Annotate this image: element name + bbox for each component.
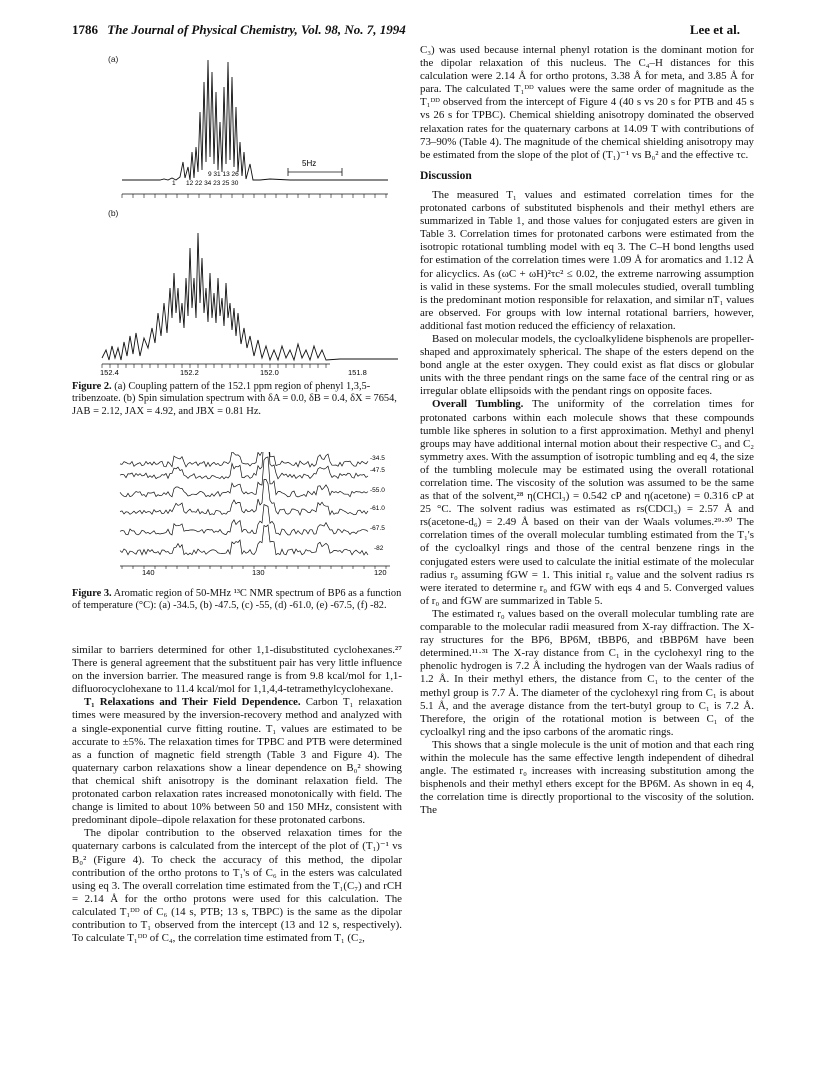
figure-3-trace (120, 479, 368, 515)
axis-tick-label: 130 (252, 568, 265, 577)
figure-2a-spectrum (120, 52, 390, 202)
paragraph: similar to barriers determined for other 1,1-disubstituted cyclohexanes.²⁷ There is general agreement that the substituent pair has very little influence on the inversion barrier. The measured range is from 9.8 kcal/mol for 1,1-difluorocyclohexane to 11.4 kcal/mol for 1,1,4,4-tetramethylcyclohexane. (72, 644, 402, 696)
temperature-label: -61.0 (370, 505, 385, 512)
figure-2b-trace (102, 233, 398, 360)
paragraph: The estimated r₀ values based on the overall molecular tumbling rate are comparable to the molecular radii measured from X-ray diffraction. The X-ray structures for the BP6, BP6M, tBBP6, and tBBP6M have been determined.¹¹·³¹ The X-ray distance from C₁ in the cyclohexyl ring to the phenolic hydrogen is 7.2 Å including the hydrogen van der Waals radius of 1.2 Å. In their methyl ethers, the distance from C₁ to the center of the methyl group is 7.7 Å. The diameter of the cyclohexyl ring from C₁ is about 5.1 Å, and the average distance from the tert-butyl group to C₁ is 7.2 Å. Therefore, the origin of the rotational motion is between C₁ of the cycloalkyl ring and the ipso carbons of the aromatic rings. (420, 607, 754, 738)
paragraph: The measured T₁ values and estimated correlation times for the protonated carbons of substituted bisphenols and their methyl ethers are summarized in Table 1, and those values for conjugated esters are given in Table 3. Correlation times for protonated carbons were estimated from the isotropic rotational tumbling model with eq 3. The C–H bond lengths used for estimation of the correlation times were 1.09 Å for aromatics and 1.12 Å for alicyclics. As (ωC + ωH)²τc² ≤ 0.02, the extreme narrowing assumption is valid in these systems. For the small molecules studied, overall tumbling is the predominant motion responsible for relaxation, and similar nT₁ values are observed. For groups with low internal rotational barriers, however, additional fast motion reduced the efficiency of relaxation. (420, 188, 754, 332)
figure-2a-trace (122, 60, 388, 180)
peak-label-left: 1 (172, 180, 176, 187)
figure-2-caption-text: (a) Coupling pattern of the 152.1 ppm region of phenyl 1,3,5-tribenzoate. (b) Spin simulation spectrum with δA = 0.0, δB = 0.4, δX = 7654, JAB = 2.12, JAX = 4.92, and JBX = 0.81 Hz. (72, 381, 397, 417)
figure-3-caption-label: Figure 3. (72, 588, 112, 599)
section-subheading: Overall Tumbling. (432, 398, 524, 411)
figure-2b-spectrum (100, 218, 400, 378)
paragraph: C₃) was used because internal phenyl rotation is the dominant motion for the dipolar relaxation of this nucleus. The C₄–H distances for this calculation were 2.14 Å for ortho protons, 3.38 Å for meta, and 3.85 Å for para. The calculated T₁ᴰᴰ values were the same order of magnitude as the T₁ᴰᴰ observed from the intercept of Figure 4 (40 s vs 20 s for PTB and 45 s vs 26 s for TPBC). Chemical shielding anisotropy dominated the observed relaxation rates for the quaternary carbons at 14.09 T with contributions of 73–90% (Table 4). The magnitude of the chemical shielding anisotropy may be estimated from the slope of the plot of (T₁)⁻¹ vs B₀² and the effective τc. (420, 44, 754, 161)
author-header: Lee et al. (689, 22, 740, 37)
figure-2a (120, 52, 390, 202)
paragraph: Overall Tumbling. The uniformity of the correlation times for protonated carbons within each molecule shows that these compounds tumble like spheres in solution to a first approximation. Methyl and phenyl groups may have additional internal motion about their respective C₃ and C₂ symmetry axes. With the assumption of isotropic tumbling and eq 4, the size of the tumbling molecule may be estimated using the overall rotational correlation time. The viscosity of the solution was assumed to be the same as that of the solvent,²⁸ η(CHCl₃) = 0.542 cP and η(acetone) = 0.316 cP at 25 °C. The solvent radius was estimated as rs(CDCl₃) = 2.57 Å and rs(acetone-d₆) = 2.49 Å based on their van der Waals volumes.²⁹·³⁰ The correlation times of the overall molecular tumbling estimated from the T₁'s of the cycloalkyl rings and those of the central benzene rings in the conjugated esters were used to calculate the initial estimate of the molecular radius r₀ assuming fGW = 1. This initial r₀ value and the solvent radius rs were iterated to determine r₀ and fGW with eqs 4 and 5. Converged values of r₀ and fGW are summarized in Table 5. (420, 398, 754, 607)
axis-tick-label: 151.8 (348, 368, 367, 377)
figure-3-trace (120, 452, 368, 479)
temperature-label: -47.5 (370, 467, 385, 474)
paragraph: T₁ Relaxations and Their Field Dependence. Carbon T₁ relaxation times were measured by the inversion-recovery method and analyzed with a single-exponential curve fitting routine. T₁ values are estimated to be accurate to ±5%. The relaxation times for TPBC and PTB were determined as a function of magnetic field strength (Table 3 and Figure 4). The quaternary carbon relaxations show a linear dependence on B₀² showing that chemical shift anisotropy is the dominant relaxation field. The protonated carbon relaxation rates increased monotonically with field. The change is limited to about 10% between 50 and 150 MHz, consistent with predominant dipole–dipole relaxation for these protonated carbons. (72, 696, 402, 827)
figure-3-spectra (118, 452, 400, 580)
paragraph: Based on molecular models, the cycloalkylidene bisphenols are propeller-shaped and approximately spherical. The shape of the esters depend on the bond angle at the ester oxygen. They could exist as flat discs or globular units with the three pendant rings on the same face of the central ring or as irregular oblate ellipsoids with the pendant rings on opposite faces. (420, 332, 754, 398)
figure-3-caption-text: Aromatic region of 50-MHz ¹³C NMR spectrum of BP6 as a function of temperature (°C): (a) -34.5, (b) -47.5, (c) -55, (d) -61.0, (e) -67.5, (f) -82. (72, 588, 402, 612)
axis-tick-label: 140 (142, 568, 155, 577)
panel-a-label: (a) (108, 54, 119, 64)
figure-2-caption (72, 381, 402, 418)
paragraph: This shows that a single molecule is the unit of motion and that each ring within the molecule has the same effective length independent of dihedral angle. The estimated r₀ increases with increasing substitution among the bisphenols and their methyl ethers except for the BP6M. As shown in eq 4, the correlation time is directly proportional to the viscosity of the solution. The (420, 738, 754, 817)
temperature-label: -82 (374, 545, 384, 552)
figure-3-caption (72, 588, 402, 613)
figure-3 (118, 452, 400, 580)
figure-3-trace (120, 505, 368, 535)
axis-tick-label: 152.0 (260, 368, 279, 377)
axis-tick-label: 152.2 (180, 368, 199, 377)
journal-title: The Journal of Physical Chemistry, Vol. 98, No. 7, 1994 (107, 22, 406, 37)
right-column (420, 44, 754, 817)
figure-2-caption-label: Figure 2. (72, 381, 112, 392)
temperature-label: -67.5 (370, 525, 385, 532)
section-heading: Discussion (420, 169, 472, 182)
figure-2b (100, 218, 400, 378)
axis-tick-label: 120 (374, 568, 387, 577)
temperature-label: -34.5 (370, 455, 385, 462)
scale-bar-label: 5Hz (302, 159, 317, 168)
left-column (72, 644, 402, 945)
section-subheading: T₁ Relaxations and Their Field Dependence. (84, 696, 301, 709)
paragraph: The dipolar contribution to the observed relaxation times for the quaternary carbons is calculated from the intercept of the plot of (T₁)⁻¹ vs B₀² (Figure 4). To check the accuracy of this method, the dipolar contribution of the ortho protons to T₁'s of C₆ in the esters was calculated using eq 3. The overall correlation time estimated from the T₁(C₇) and rCH = 2.14 Å for the ortho protons were used for this calculation. The calculated T₁ᴰᴰ of C₆ (14 s, PTB; 13 s, TBPC) is the same as the dipolar contribution to T₁ observed from the intercept (13 and 12 s, respectively). To calculate T₁ᴰᴰ of C₄, the correlation time estimated from T₁ (C₂, (72, 827, 402, 945)
peak-labels-top: 9 31 13 26 (208, 171, 239, 178)
panel-b-label: (b) (108, 208, 119, 218)
temperature-label: -55.0 (370, 487, 385, 494)
peak-labels-bottom: 12 22 34 23 25 30 (186, 180, 239, 187)
axis-tick-label: 152.4 (100, 368, 119, 377)
page-number: 1786 (72, 22, 98, 37)
figure-3-trace (120, 452, 368, 467)
running-header (72, 22, 406, 38)
